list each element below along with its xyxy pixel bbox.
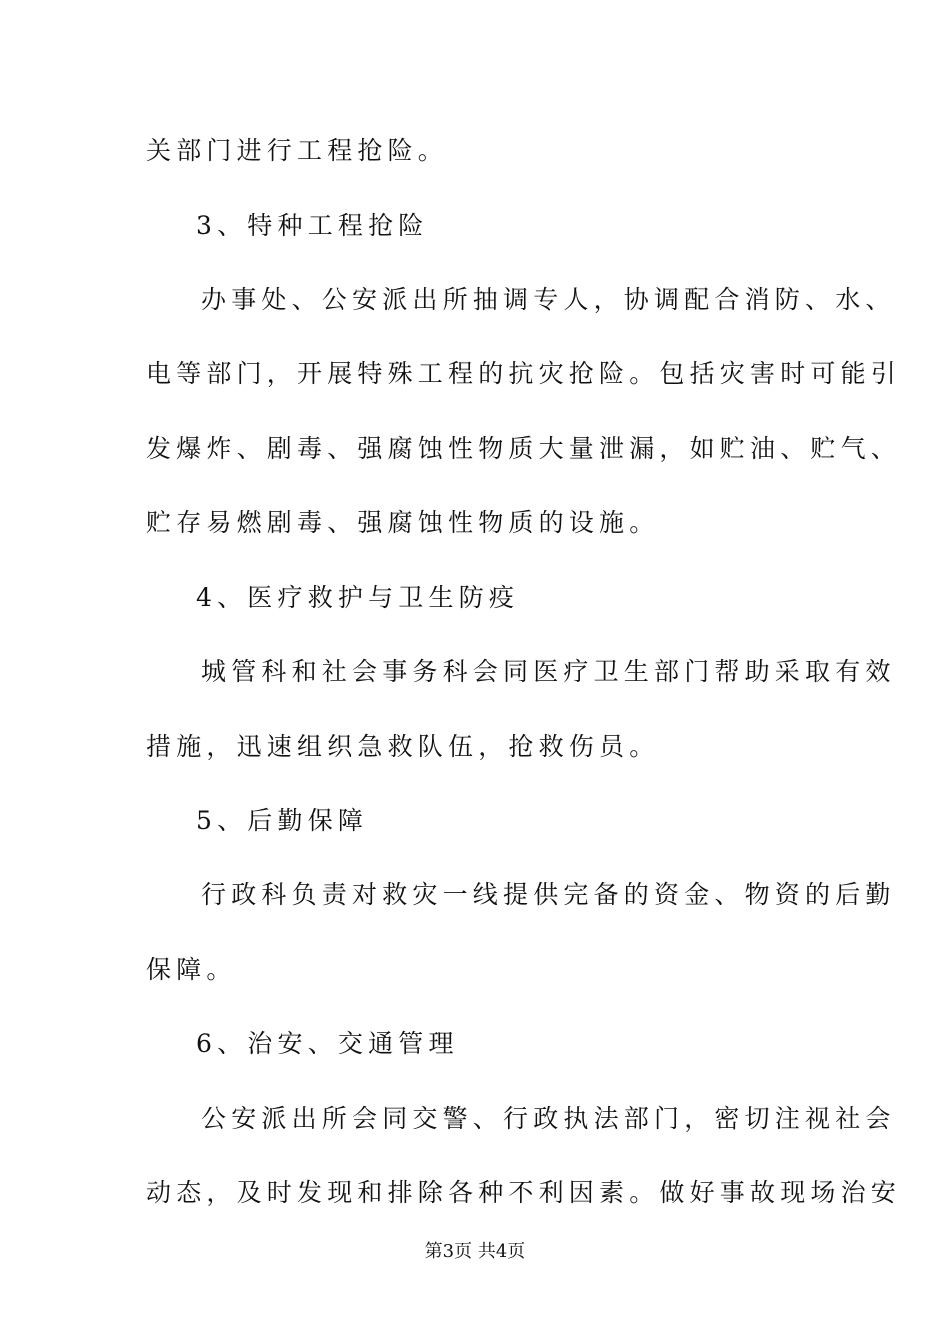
- text-line: 动态，及时发现和排除各种不利因素。做好事故现场治安: [146, 1178, 902, 1207]
- text-line: 措施，迅速组织急救队伍，抢救伤员。: [146, 732, 660, 761]
- section-heading: 3、特种工程抢险: [196, 211, 429, 240]
- section-heading: 6、治安、交通管理: [196, 1029, 459, 1058]
- text-line: 关部门进行工程抢险。: [146, 136, 449, 165]
- page-number-footer: 第3页 共4页: [424, 1241, 526, 1262]
- text-line: 行政科负责对救灾一线提供完备的资金、物资的后勤: [201, 880, 896, 909]
- text-line: 发爆炸、剧毒、强腐蚀性物质大量泄漏，如贮油、贮气、: [146, 434, 902, 463]
- section-heading: 4、医疗救护与卫生防疫: [196, 583, 520, 612]
- text-line: 办事处、公安派出所抽调专人，协调配合消防、水、: [201, 285, 896, 314]
- section-heading: 5、后勤保障: [196, 806, 369, 835]
- text-line: 城管科和社会事务科会同医疗卫生部门帮助采取有效: [201, 657, 896, 686]
- text-line: 贮存易燃剧毒、强腐蚀性物质的设施。: [146, 508, 660, 537]
- text-line: 公安派出所会同交警、行政执法部门，密切注视社会: [201, 1104, 896, 1133]
- text-line: 电等部门，开展特殊工程的抗灾抢险。包括灾害时可能引: [146, 359, 902, 388]
- text-line: 保障。: [146, 955, 237, 984]
